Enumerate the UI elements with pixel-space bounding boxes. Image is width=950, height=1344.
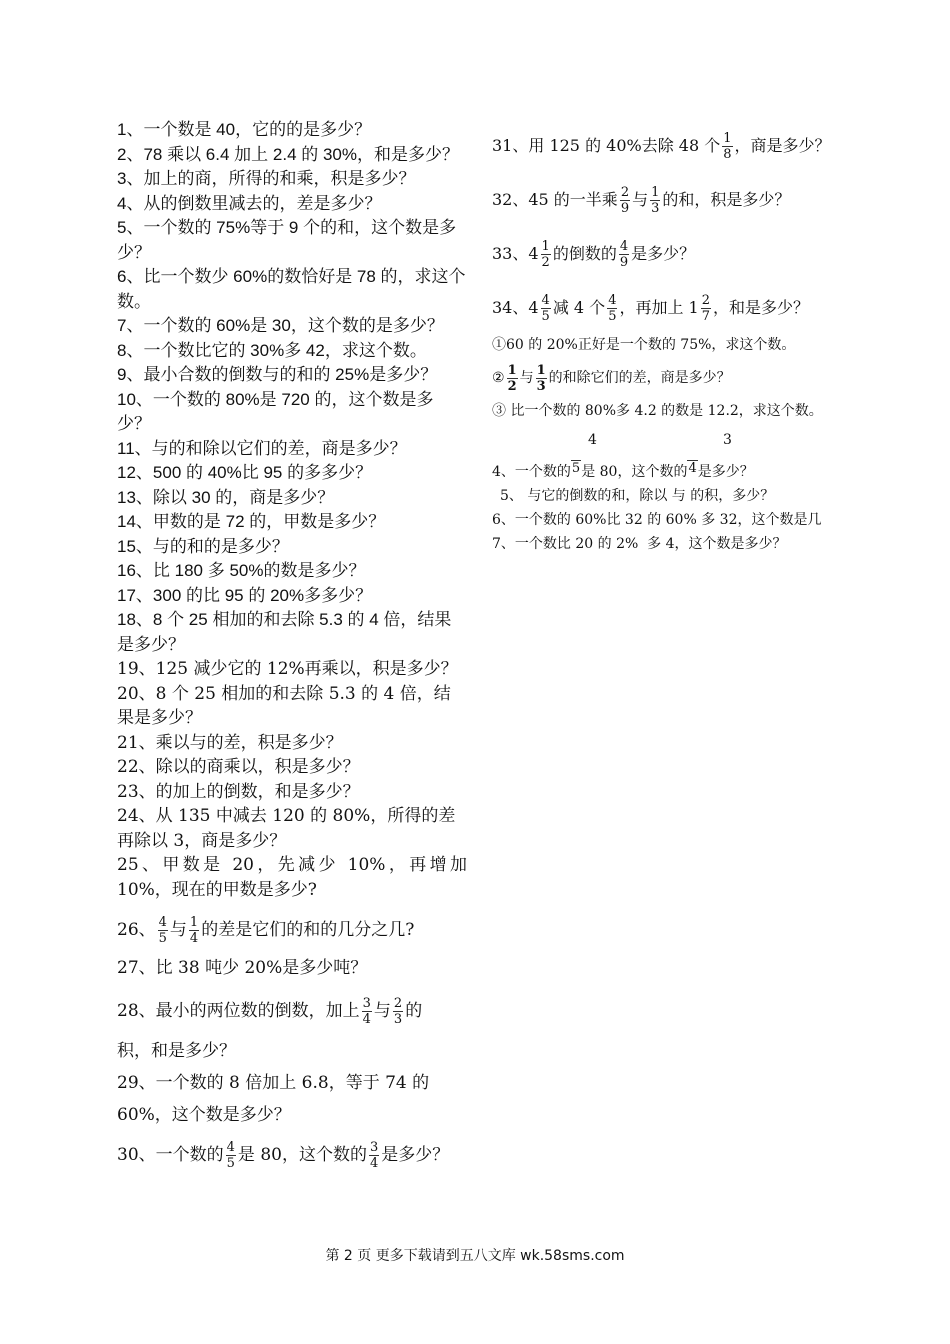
fraction-denominator: 4 [189, 931, 199, 946]
circled-question-3: ③ 比一个数的 80%多 4.2 的数是 12.2，求这个数。 [492, 403, 823, 419]
question-25: 25、甲数是 20，先减少 10%，再增加 10%，现在的甲数是多少? [117, 855, 467, 900]
fraction-numerator: 4 [541, 293, 550, 308]
question-31 [492, 126, 852, 166]
question-33 [492, 234, 852, 274]
question-11: 11、与的和除以它们的差，商是多少？ [117, 438, 407, 458]
fraction-numerator: 3 [362, 995, 371, 1011]
circled-question-2-prefix: ② [492, 370, 505, 386]
fraction-numerator: 1 [651, 185, 660, 200]
question-8: 8、一个数比它的 30%多 42，求这个数。 [117, 340, 427, 360]
fraction-denominator: 7 [701, 309, 711, 324]
fraction [158, 915, 168, 946]
question-26-text: 与 [169, 920, 187, 940]
floating-numerator-2: 3 [723, 432, 732, 448]
numbered-question-4 [492, 458, 852, 483]
question-31-prefix: 31、用 125 的 40%去除 48 个 [492, 136, 721, 155]
question-19: 19、125 减少它的 12%再乘以，积是多少？ [117, 659, 458, 679]
question-24: 24、从 135 中减去 120 的 80%，所得的差再除以 3，商是多少？ [117, 806, 456, 851]
question-13: 13、除以 30 的，商是多少？ [117, 487, 335, 507]
fraction [393, 996, 403, 1027]
fraction-denominator: 4 [362, 1011, 371, 1027]
question-28-continued: 积，和是多少？ [117, 1040, 236, 1061]
numbered-question-4-suffix: 是多少？ [697, 464, 754, 480]
fraction [226, 1140, 236, 1171]
question-28-prefix: 28、最小的两位数的倒数，加上 [117, 1000, 360, 1021]
fraction-numerator: 2 [701, 293, 711, 308]
fraction-numerator: 2 [620, 185, 630, 200]
fraction [722, 131, 732, 162]
question-30-suffix: 是多少？ [381, 1144, 450, 1165]
fraction-denominator: 3 [393, 1011, 403, 1027]
fraction-numerator: 2 [393, 995, 403, 1011]
fraction-denominator: 2 [541, 255, 550, 270]
question-10: 10、一个数的 80%是 720 的，这个数是多少？ [117, 389, 434, 433]
question-32-suffix: 的和，积是多少？ [662, 190, 791, 209]
question-26-suffix: 的差是它们的和的几分之几? [201, 920, 415, 940]
floating-numerator-1: 4 [588, 432, 597, 448]
question-21: 21、乘以与的差，积是多少？ [117, 732, 343, 753]
fraction-numerator: 4 [619, 239, 629, 254]
question-14: 14、甲数的是 72 的，甲数是多少？ [117, 512, 386, 531]
fraction-denominator: 3 [536, 378, 546, 394]
right-column [492, 126, 852, 555]
circled-question-2 [492, 360, 852, 396]
fraction [541, 239, 551, 270]
fraction [362, 996, 372, 1027]
fraction-numerator: 4 [158, 915, 167, 930]
question-1: 1、一个数是 40，它的的是多少？ [117, 120, 372, 139]
fraction-numerator: 1 [189, 915, 199, 930]
question-32-text: 与 [632, 190, 649, 209]
fraction [701, 293, 711, 324]
fraction-denominator: 5 [226, 1155, 235, 1171]
fraction-denominator: 4 [369, 1155, 379, 1171]
question-16: 16、比 180 多 50%的数是多少？ [117, 561, 366, 580]
fraction-denominator: 5 [571, 461, 581, 476]
fraction-denominator: 5 [608, 309, 617, 324]
question-12: 12、500 的 40%比 95 的多多少？ [117, 463, 373, 482]
question-34-suffix: ，和是多少？ [713, 298, 810, 317]
floating-numerators [492, 428, 852, 458]
circled-question-2-text: 与 [519, 370, 534, 386]
fraction-denominator: 3 [651, 201, 660, 216]
left-column [117, 118, 467, 1175]
question-31-suffix: ，商是多少？ [734, 136, 831, 155]
fraction [619, 239, 629, 270]
question-7: 7、一个数的 60%是 30，这个数的是多少？ [117, 316, 444, 335]
question-29-continued: 60%，这个数是多少？ [117, 1104, 291, 1125]
fraction-numerator: 1 [536, 362, 546, 378]
question-3: 3、加上的商，所得的和乘，积是多少？ [117, 169, 416, 188]
fraction [536, 363, 547, 394]
fraction-numerator: 3 [369, 1139, 379, 1155]
fraction [650, 185, 660, 216]
question-26-prefix: 26、 [117, 920, 156, 940]
question-34 [492, 288, 852, 328]
numbered-question-7: 7、一个数比 20 的 2% 多 4，这个数是多少？ [492, 536, 787, 552]
question-26 [117, 910, 467, 950]
fraction-numerator: 4 [608, 293, 617, 308]
fraction-denominator: 9 [620, 201, 630, 216]
fraction-denominator: 2 [507, 378, 517, 394]
question-27: 27、比 38 吨少 20%是多少吨？ [117, 958, 368, 978]
question-33-suffix: 是多少？ [631, 244, 696, 263]
fraction [620, 185, 630, 216]
question-33-text: 的倒数的 [552, 244, 617, 263]
circled-question-1: ①60 的 20%正好是一个数的 75%，求这个数。 [492, 337, 796, 353]
fraction-denominator: 5 [158, 931, 167, 946]
fraction-numerator: 1 [723, 131, 732, 146]
fraction [607, 293, 617, 324]
fraction-denominator: 4 [688, 461, 697, 476]
question-2: 2、78 乘以 6.4 加上 2.4 的 30%，和是多少？ [117, 144, 459, 164]
question-18: 18、8 个 25 相加的和去除 5.3 的 4 倍，结果是多少？ [117, 610, 452, 654]
question-30-text: 是 80，这个数的 [237, 1144, 367, 1165]
question-20: 20、8 个 25 相加的和去除 5.3 的 4 倍，结果是多少？ [117, 683, 451, 728]
fraction [541, 293, 551, 324]
question-34-text-2: ，再加上 1 [619, 298, 699, 317]
question-33-prefix: 33、4 [492, 244, 539, 263]
fraction [189, 915, 199, 946]
fraction [369, 1140, 379, 1171]
fraction-denominator: 9 [619, 255, 629, 270]
question-28-text-2: 的 [405, 1000, 423, 1021]
question-34-prefix: 34、4 [492, 298, 539, 317]
fraction-numerator: 1 [541, 239, 550, 254]
question-28 [117, 991, 467, 1031]
question-5: 5、一个数的 75%等于 9 个的和，这个数是多少？ [117, 218, 457, 262]
question-9: 9、最小合数的倒数与的和的 25%是多少？ [117, 365, 438, 384]
question-15: 15、与的和的是多少？ [117, 536, 289, 556]
question-4: 4、从的倒数里减去的，差是多少？ [117, 193, 382, 213]
question-32 [492, 180, 852, 220]
question-6: 6、比一个数少 60%的数恰好是 78 的，求这个数。 [117, 267, 466, 311]
fraction-denominator: 5 [541, 309, 550, 324]
question-30-prefix: 30、一个数的 [117, 1144, 224, 1165]
numbered-question-4-prefix: 4、一个数的 [492, 464, 571, 480]
page-footer: 第 2 页 更多下载请到五八文库 wk.58sms.com [325, 1248, 625, 1264]
fraction-numerator: 1 [507, 362, 517, 378]
numbered-question-6: 6、一个数的 60%比 32 的 60% 多 32，这个数是几 [492, 512, 822, 528]
question-34-text: 减 4 个 [552, 298, 606, 317]
question-29: 29、一个数的 8 倍加上 6.8，等于 74 的 [117, 1072, 430, 1093]
circled-question-2-suffix: 的和除它们的差，商是多少？ [548, 370, 731, 386]
fraction [507, 363, 518, 394]
question-17: 17、300 的比 95 的 20%多多少？ [117, 585, 373, 605]
question-32-prefix: 32、45 的一半乘 [492, 190, 618, 209]
numbered-question-4-text: 是 80，这个数的 [581, 464, 688, 480]
fraction-denominator: 8 [723, 147, 732, 162]
question-23: 23、的加上的倒数，和是多少？ [117, 781, 360, 802]
question-22: 22、除以的商乘以，积是多少？ [117, 757, 360, 777]
numbered-question-5: 5、 与它的倒数的和，除以 与 的积，多少？ [500, 488, 775, 504]
question-28-text: 与 [373, 1000, 391, 1021]
question-30 [117, 1135, 467, 1175]
fraction-numerator: 4 [226, 1139, 235, 1155]
